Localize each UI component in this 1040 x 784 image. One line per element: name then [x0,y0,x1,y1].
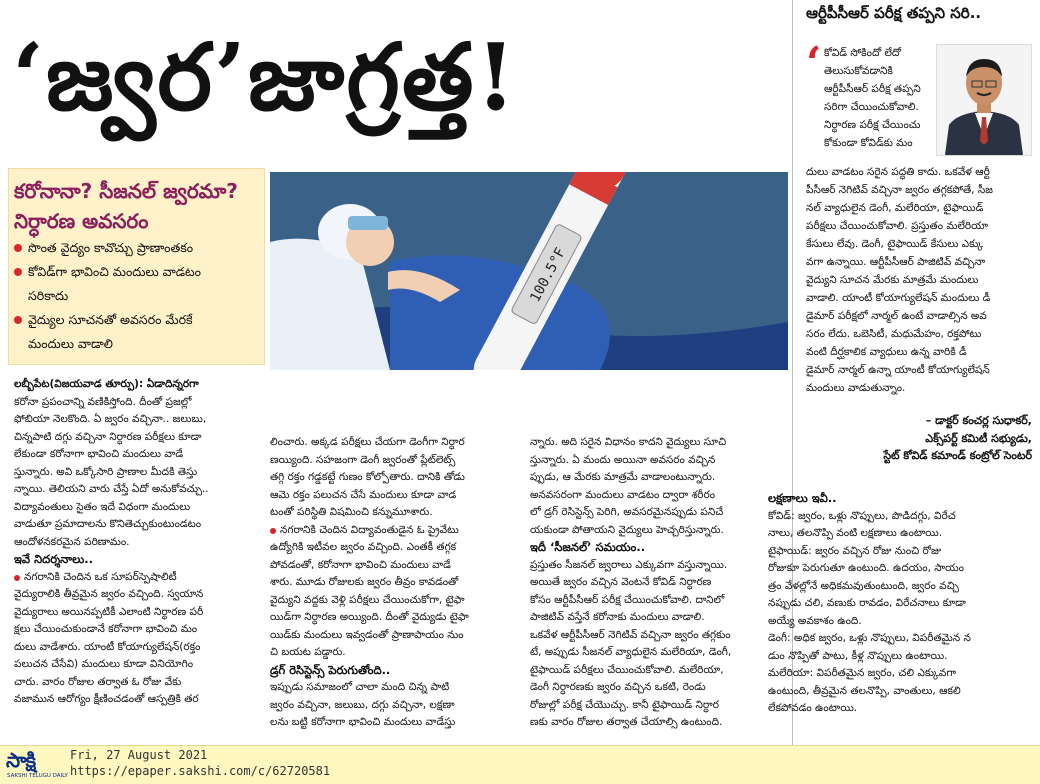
body-line: ఫోబియా నెలకొంది. ఏ జ్వరం వచ్చినా.. జలుబు, [14,413,207,425]
body-line: టైఫాయిడ్: జ్వరం వచ్చిన రోజు నుంచి రోజు [768,544,942,557]
body-line: చారు. వారం రోజుల తర్వాత ఓ రోజు వేకు [14,675,182,688]
quote-line: ఆర్టీపీసీఆర్ పరీక్ష తప్పని [824,83,921,95]
box-title-line: కరోనానా? సీజనల్ జ్వరమా? [14,179,238,203]
body-line: జ్వరం వచ్చినా, జలుబు, దగ్గు వచ్చినా, లక్షణా [270,698,455,711]
body-line: అయ్యే అవకాశం ఉంది. [768,614,862,627]
quote-body-line: వాడాలి. యాంటీ కోయాగ్యులేషన్ మందులు డీ [806,292,991,304]
body-line: వజామున ఆరోగ్యం క్షీణించడంతో ఆస్పత్రికి తర [14,693,199,705]
body-line: వైద్యురాలికి తీవ్రమైన జ్వరం వచ్చింది. స్వయాన [14,588,204,600]
quote-body-line: వగా ఉన్నాయి. ఆర్టీపీసీఆర్ పాజిటివ్ వచ్చినా [806,256,986,268]
body-line: డెంగీ నిర్ధారణకు జ్వరం వచ్చిన ఒకటి, రెండు [530,681,706,693]
body-line: తగ్గి రక్తం గడ్డకట్టే గుణం కోల్పోతారు. దానికి తోడు [270,471,465,483]
body-line: ప్రస్తుతం సీజనల్ జ్వరాలు ఎక్కువగా వస్తున్నాయి. [530,558,728,571]
bullet-item: సొంత వైద్యం కావొచ్చు ప్రాణాంతకం [14,236,259,260]
quote-body-line: సరం లేదు. ఒబెసిటీ, మధుమేహం, రక్తపోటు [806,328,982,340]
quote-line: కోవిడ్ సోకిందో లేదో [824,47,902,59]
body-line: వైద్యుని వద్దకు వెళ్లి పరీక్షలు చేయించుకోగా, టైఫా [270,593,465,606]
quote-body-line: వైద్యుని సూచన మేరకు మాత్రమే మందులు [806,274,979,286]
body-line: న్నాయి. తెలియని వారు చేస్తే ఏదో అనుకోవచ్చు.. [14,483,209,495]
body-line: క్షలు చేయించుకుండానే కరోనాగా భావించి మం [14,623,198,635]
box-title-line: నిర్ధారణ అవసరం [14,209,149,233]
article-column-2 [270,434,520,732]
body-line: దులు వాడేశారు. యాంటీ కోయాగ్యులేషన్(రక్తం [14,640,201,653]
body-line: కోసం ఆర్టీపీసీఆర్ పరీక్ష చేయించుకోవాలి. దానిలో [530,593,725,606]
footer-date: Fri, 27 August 2021 [70,748,208,762]
body-line: లేకపోవడం ఉంటాయి. [768,702,858,714]
box-title [14,176,259,236]
body-line: అయితే జ్వరం వచ్చిన వెంటనే కోవిడ్ నిర్ధారణ [530,576,712,588]
article-column-1 [14,376,264,709]
quote-body-line: నల్ వ్యాధులైన డెంగీ, మలేరియా, టైఫాయిడ్ [806,202,984,214]
bullet-item: కోవిడ్‌గా భావించి మందులు వాడటం [14,260,259,284]
body-line: ణకు వారం రోజుల తర్వాత చేయాల్సి ఉంటుంది. [530,716,723,728]
article-column-3 [530,434,786,732]
body-line: ఆందోళనకరమైన పరిణామం. [14,535,130,548]
body-line: న్నారు. అది సరైన విధానం కాదని వైద్యులు సూచి [530,436,727,448]
quote-body-line: పరీక్షలు చేయించుకోవాలి. ప్రస్తుతం మలేరియా [806,220,989,232]
body-line: విద్యావంతులు సైతం ఇదే విధంగా మందులు [14,500,191,513]
body-line: డుం నొప్పితో పాటు, కీళ్ల నొప్పులు ఉంటాయి. [768,649,948,662]
body-line: ఆమె రక్తం పలుచన చేసే మందులు కూడా వాడ [270,488,457,501]
body-line: స్తున్నారు. అవి ఒక్కోసారి ప్రాణాల మీదకి తెస్తు [14,465,198,478]
box-bullets [14,236,259,356]
body-line: పోవడంతో, కరోనాగా భావించి మందులు వాడే [270,558,451,571]
quote-line: సరిగా చేయించుకోవాలి. [824,101,919,113]
body-line: లేకుండా కరోనాగా భావించి మందులు వాడే [14,448,184,460]
body-line: టైఫాయిడ్ పరీక్షలు చేయించుకోవాలి. మలేరియా, [530,663,724,676]
body-line: మలేరియా: విపరీతమైన జ్వరం, చలి ఎక్కువగా [768,667,957,679]
body-line: లో డ్రగ్ రెసిస్టెన్స్ పెరిగి, అవసరమైనప్పుడు పనిచే [530,506,724,518]
body-line: పాజిటివ్ వస్తేనే కరోనాకు మందులు వాడాలి. [530,611,705,623]
body-line: కోవిడ్: జ్వరం, ఒళ్లు నొప్పులు, పొడిదగ్గు, విరేచ [768,509,956,522]
quote-line: తెలుసుకోవడానికి [824,65,893,77]
sidebar-title: ఆర్టీపీసీఆర్ పరీక్ష తప్పని సరి.. [806,4,982,22]
body-line: లించారు. అక్కడ పరీక్షలు చేయగా డెంగీగా నిర్ధార [270,436,465,448]
body-line: యిడ్‌గా నిర్ధారణ అయ్యింది. దీంతో వైద్యుడు టైఫా [270,611,469,623]
body-line: రోజుల్లో పరీక్ష చేయొచ్చు. కానీ టైఫాయిడ్ నిర్ధార [530,698,719,711]
quote-body-line: మందులు వాడుతున్నాం. [806,382,906,394]
footer-url[interactable]: https://epaper.sakshi.com/c/62720581 [70,764,331,778]
body-line: ఇప్పుడు సమాజంలో చాలా మంది చిన్న పాటి [270,681,450,693]
signature-line: – డాక్టర్ కంచర్ల సుధాకర్, [925,414,1032,427]
fever-illustration [270,172,788,370]
body-line: డెంగీ: అధిక జ్వరం, ఒళ్లు నొప్పులు, విపరీతమైన న [768,632,971,644]
doctor-photo [936,44,1032,156]
subheading: డ్రగ్ రెసిస్టెన్స్ పెరుగుతోంది.. [270,662,391,677]
body-line: ఉద్యోగికి ఇటీవల జ్వరం వచ్చింది. ఎంతకీ తగ్గక [270,541,457,553]
body-line: రోజుకూ పెరుగుతూ ఉంటుంది. ఉదయం, సాయం [768,562,964,574]
quote-body-line: పీసీఆర్ నెగిటివ్ వచ్చినా జ్వరం తగ్గకపోతే, సీజ [806,184,993,196]
quote-body-line: వంటి దీర్ఘకాలిక వ్యాధులు ఉన్న వారికి డీ [806,346,967,358]
body-line: వాడుతూ ప్రమాదాలను కొనితెచ్చుకుంటుండటం [14,518,202,530]
body-line: కరోనా ప్రపంచాన్ని వణికిస్తోంది. దీంతో ప్రజల్లో [14,395,192,408]
signature [806,412,1032,465]
quote-body-line: దులు వాడటం సరైన పద్ధతి కాదు. ఒకవేళ ఆర్టీ [806,166,990,178]
bullet-item-cont: మందులు వాడాలి [28,336,113,351]
body-line: వైద్యురాలు అయినప్పటికీ ఎలాంటి నిర్ధారణ పరీ [14,605,204,618]
body-line: ఒకవేళ ఆర్టీపీసీఆర్ నెగిటివ్ వచ్చినా జ్వరం తగ్గకుం [530,628,731,641]
body-line: టే, అప్పుడు సీజనల్ వ్యాధులైన మలేరియా, డెంగీ, [530,646,732,658]
bullet-item-cont: సరికాదు [28,288,69,303]
bullet-line: నగరానికి చెందిన విద్యావంతుడైన ఓ ప్రైవేటు [270,522,520,540]
body-line: పలుచన చేసేవి) మందులు కూడా వినియోగిం [14,658,194,670]
bullet-line: నగరానికి చెందిన ఒక సూపర్‌స్పెషాలిటీ [14,569,264,587]
sakshi-logo: సాక్షి [6,748,36,772]
quote-body [806,163,1032,397]
body-line: త్రం వేళల్లోనే అధికమవుతుంటుంది, జ్వరం వచ్చి [768,579,959,592]
signature-line: ఎక్స్‌పర్ట్ కమిటీ సభ్యుడు, [925,431,1032,445]
quote-line: నిర్ధారణ పరీక్ష చేయించు [824,119,921,131]
quote-body-line: డైమార్ పరీక్షలో నార్మల్ ఉంటే వాడాల్సిన అవ [806,310,987,322]
body-line: నప్పుడు చలి, వణుకు రావడం, విరేచనాలు కూడా [768,597,966,609]
body-line: ఉంటుంది, తీవ్రమైన తలనొప్పి, వాంతులు, ఆకలి [768,684,961,697]
body-line: యిడ్‌కు మందులు ఇవ్వడంతో ప్రాణాపాయం నుం [270,628,464,641]
quote-body-line: డైమార్ నార్మల్ ఉన్నా యాంటీ కోయాగ్యులేషన్ [806,364,990,376]
body-line: టంతో పరిస్థితి విషమించి కన్నుమూశారు. [270,506,433,518]
subheading: ఇవే నిదర్శనాలు.. [14,552,94,566]
body-line: నాలు, తలనొప్పి వంటి లక్షణాలు ఉంటాయి. [768,527,943,539]
article-column-4 [768,490,1034,718]
signature-line: స్టేట్ కోవిడ్ కమాండ్ కంట్రోల్ సెంటర్ [883,449,1032,462]
headline: ‘జ్వర’జాగ్రత్త! [12,23,518,131]
body-line: స్తున్నారు. ఏ మందు అయినా అవసరం వచ్చిన [530,453,716,466]
bullet-item: వైద్యుల సూచనతో అవసరం మేరకే [14,308,259,332]
body-line: చి బయట పడ్డారు. [270,646,346,658]
quote-body-line: కేసులు లేవు. డెంగీ, టైఫాయిడ్ కేసులు ఎక్కు [806,238,984,250]
body-line: చిన్నపాటి దగ్గు వచ్చినా నిర్ధారణ పరీక్షలు కూడా [14,430,202,443]
body-line: యకుండా పోతాయని వైద్యులు హెచ్చరిస్తున్నారు. [530,523,724,536]
thermometer-reading: 100.5°F [527,245,570,305]
logo-subtitle: SAKSHI TELUGU DAILY [7,773,68,779]
subheading: ఇదీ ‘సీజనల్’ సమయం.. [530,540,646,554]
quote-line: కోకుండా కోవిడ్‌కు మం [824,137,913,149]
dateline: లబ్బీపేట(విజయవాడ తూర్పు): ఏడాదిన్నరగా [14,378,199,390]
subheading: లక్షణాలు ఇవీ.. [768,491,837,505]
body-line: ణయ్యింది. సహజంగా డెంగీ జ్వరంతో ప్లేట్‌లెట్స్ [270,453,456,466]
body-line: శారు. మూడు రోజులకు జ్వరం తీవ్రం కావడంతో [270,576,459,588]
body-line: అనవసరంగా మందులు వాడటం ద్వారా శరీరం [530,488,716,501]
body-line: ప్పుడు, ఆ మేరకు మాత్రమే వాడాలంటున్నారు. [530,471,716,483]
body-line: లను బట్టి కరోనాగా భావించి మందులు వాడేస్తు [270,716,456,728]
quote-intro [824,44,932,152]
quote-mark: ‘ [806,38,822,89]
